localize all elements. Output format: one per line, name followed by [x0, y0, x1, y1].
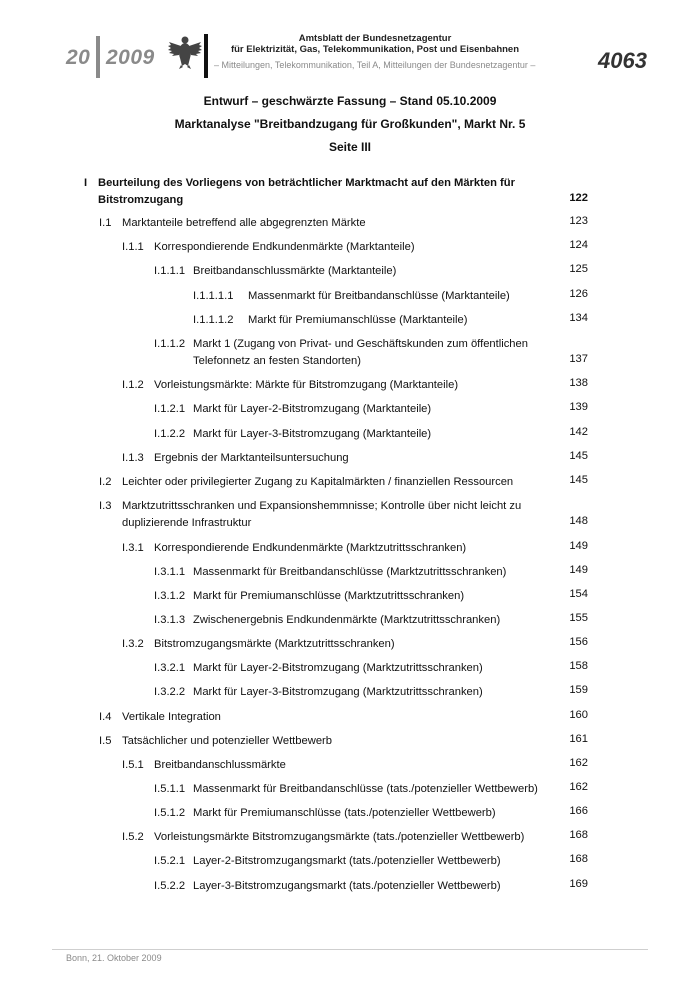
toc-entry-title: Vorleistungsmärkte: Märkte für Bitstromzugang (Marktanteile) [154, 379, 459, 391]
toc-entry-number: I.5.2.2 [154, 880, 186, 892]
toc-entry-title: Breitbandanschlussmärkte (Marktanteile) [193, 265, 397, 277]
toc-entry-title: Korrespondierende Endkundenmärkte (Marktzutrittsschranken) [154, 542, 467, 554]
section-line: – Mitteilungen, Telekommunikation, Teil A, Mitteilungen der Bundesnetzagentur – [214, 60, 536, 70]
toc-entry-title-cont: Telefonnetz an festen Standorten) [193, 355, 361, 367]
toc-entry-number: I.1.2 [122, 379, 144, 391]
toc-entry-number: I.1.1 [122, 241, 144, 253]
toc-entry-number: I.3.2.2 [154, 686, 186, 698]
toc-entry-title: Markt für Layer-2-Bitstromzugang (Marktzutrittsschranken) [193, 662, 483, 674]
toc-entry-page: 148 [569, 515, 588, 527]
toc-entry-title: Markt für Premiumanschlüsse (Marktanteile) [248, 314, 468, 326]
toc-entry-page: 168 [569, 853, 588, 865]
toc-entry-page: 159 [569, 684, 588, 696]
toc-entry-number: I.3.1.1 [154, 566, 186, 578]
document-status: Entwurf – geschwärzte Fassung – Stand 05.10.2009 [203, 94, 497, 108]
toc-entry-title: Markt für Premiumanschlüsse (tats./potenzieller Wettbewerb) [193, 807, 496, 819]
toc-entry-number: I.3.2.1 [154, 662, 186, 674]
toc-entry-title: Marktzutrittsschranken und Expansionshemmnisse; Kontrolle über nicht leicht zu [122, 500, 522, 512]
document-title: Marktanalyse "Breitbandzugang für Großkunden", Markt Nr. 5 [174, 117, 526, 131]
toc-entry-number: I.1.2.1 [154, 403, 186, 415]
page-number: 4063 [598, 48, 647, 73]
toc-entry-page: 168 [569, 829, 588, 841]
toc-entry-title: Bitstromzugangsmärkte (Marktzutrittsschranken) [154, 638, 395, 650]
toc-entry-page: 156 [569, 636, 588, 648]
toc-entry-page: 161 [569, 733, 588, 745]
toc-entry-page: 145 [569, 474, 588, 486]
toc-entry-title: Markt für Layer-3-Bitstromzugang (Marktzutrittsschranken) [193, 686, 483, 698]
toc-entry-page: 126 [569, 288, 588, 300]
toc-entry-page: 166 [569, 805, 588, 817]
toc-entry-number: I.1.1.1.2 [193, 314, 234, 326]
toc-entry-page: 149 [569, 564, 588, 576]
issue-number: 20 [66, 46, 91, 69]
toc-entry-title: Ergebnis der Marktanteilsuntersuchung [154, 452, 349, 464]
toc-entry-number: I.2 [99, 476, 112, 488]
toc-entry-page: 134 [569, 312, 588, 324]
toc-entry-page: 162 [569, 757, 588, 769]
toc-entry-number: I.5.1.1 [154, 783, 186, 795]
toc-entry-title: Markt für Layer-3-Bitstromzugang (Marktanteile) [193, 428, 432, 440]
toc-entry-title: Markt 1 (Zugang von Privat- und Geschäftskunden zum öffentlichen [193, 338, 528, 350]
toc-entry-title: Vorleistungsmärkte Bitstromzugangsmärkte (tats./potenzieller Wettbewerb) [154, 831, 525, 843]
toc-entry-page: 169 [569, 878, 588, 890]
toc-entry-title: Massenmarkt für Breitbandanschlüsse (Marktanteile) [248, 290, 510, 302]
toc-entry-number: I.1.1.1 [154, 265, 186, 277]
publisher-title: Amtsblatt der Bundesnetzagentur [298, 33, 452, 44]
toc-entry-page: 125 [569, 263, 588, 275]
toc-entry-title: Beurteilung des Vorliegens von beträchtlicher Marktmacht auf den Märkten für [98, 177, 515, 189]
toc-entry-title-cont: duplizierende Infrastruktur [122, 517, 252, 529]
toc-entry-page: 149 [569, 540, 588, 552]
toc-entry-title: Markt für Layer-2-Bitstromzugang (Marktanteile) [193, 403, 432, 415]
toc-entry-page: 145 [569, 450, 588, 462]
issue-year: 2009 [106, 46, 155, 69]
toc-entry-number: I.5.2.1 [154, 855, 186, 867]
toc-entry-title: Zwischenergebnis Endkundenmärkte (Marktzutrittsschranken) [193, 614, 501, 626]
toc-entry-page: 158 [569, 660, 588, 672]
footer-divider [52, 949, 648, 950]
toc-entry-title: Layer-3-Bitstromzugangsmarkt (tats./potenzieller Wettbewerb) [193, 880, 501, 892]
toc-entry-number: I.5.1 [122, 759, 144, 771]
toc-entry-title: Tatsächlicher und potenzieller Wettbewerb [122, 735, 332, 747]
toc-entry-number: I.3.1.2 [154, 590, 186, 602]
toc-entry-title-cont: Bitstromzugang [98, 194, 184, 206]
toc-entry-page: 122 [569, 192, 588, 204]
toc-entry-number: I.3.1 [122, 542, 144, 554]
toc-entry-title: Marktanteile betreffend alle abgegrenzten Märkte [122, 217, 366, 229]
toc-entry-title: Markt für Premiumanschlüsse (Marktzutrittsschranken) [193, 590, 465, 602]
toc-entry-number: I [84, 177, 88, 189]
toc-entry-page: 155 [569, 612, 588, 624]
toc-entry-title: Breitbandanschlussmärkte [154, 759, 286, 771]
toc-entry-page: 124 [569, 239, 588, 251]
toc-entry-title: Massenmarkt für Breitbandanschlüsse (tats./potenzieller Wettbewerb) [193, 783, 538, 795]
toc-entry-number: I.5 [99, 735, 112, 747]
toc-entry-page: 160 [569, 709, 588, 721]
publisher-subtitle: für Elektrizität, Gas, Telekommunikation, Post und Eisenbahnen [230, 44, 520, 55]
toc-entry-number: I.4 [99, 711, 112, 723]
toc-entry-title: Layer-2-Bitstromzugangsmarkt (tats./potenzieller Wettbewerb) [193, 855, 501, 867]
toc-entry-number: I.1.2.2 [154, 428, 186, 440]
toc-entry-page: 154 [569, 588, 588, 600]
toc-entry-title: Leichter oder privilegierter Zugang zu Kapitalmärkten / finanziellen Ressourcen [122, 476, 514, 488]
footer-date: Bonn, 21. Oktober 2009 [66, 953, 162, 963]
toc-entry-page: 162 [569, 781, 588, 793]
toc-entry-number: I.1.1.1.1 [193, 290, 234, 302]
toc-entry-page: 123 [569, 215, 588, 227]
toc-entry-number: I.5.1.2 [154, 807, 186, 819]
toc-entry-number: I.5.2 [122, 831, 144, 843]
toc-entry-number: I.1 [99, 217, 112, 229]
toc-entry-page: 142 [569, 426, 588, 438]
toc-entry-page: 138 [569, 377, 588, 389]
toc-entry-title: Vertikale Integration [122, 711, 221, 723]
toc-entry-title: Korrespondierende Endkundenmärkte (Marktanteile) [154, 241, 415, 253]
toc-entry-number: I.3.1.3 [154, 614, 186, 626]
toc-entry-number: I.3 [99, 500, 112, 512]
toc-entry-number: I.3.2 [122, 638, 144, 650]
toc-entry-page: 139 [569, 401, 588, 413]
toc-entry-number: I.1.3 [122, 452, 144, 464]
toc-entry-page: 137 [569, 353, 588, 365]
document-page-label: Seite III [328, 140, 372, 154]
toc-entry-number: I.1.1.2 [154, 338, 186, 350]
toc-entry-title: Massenmarkt für Breitbandanschlüsse (Marktzutrittsschranken) [193, 566, 507, 578]
